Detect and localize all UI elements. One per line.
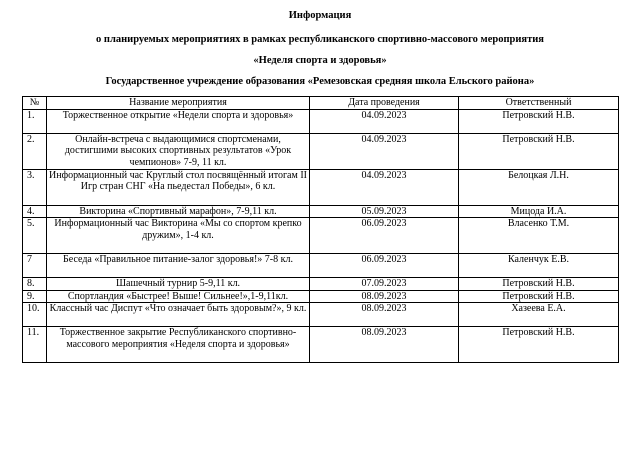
row-number: 10. — [23, 303, 47, 327]
row-responsible: Петровский Н.В. — [459, 290, 619, 303]
row-number: 11. — [23, 327, 47, 363]
row-event-name: Спортландия «Быстрее! Выше! Сильнее!»,1-9,11кл. — [47, 290, 310, 303]
table-row — [23, 278, 619, 291]
row-date: 06.09.2023 — [310, 218, 459, 254]
row-date: 08.09.2023 — [310, 327, 459, 363]
table-row — [23, 205, 619, 218]
row-responsible: Хазеева Е.А. — [459, 303, 619, 327]
table-row — [23, 109, 619, 133]
row-event-name: Классный час Диспут «Что означает быть здоровым?», 9 кл. — [47, 303, 310, 327]
row-number: 2. — [23, 133, 47, 169]
row-date: 08.09.2023 — [310, 290, 459, 303]
row-date: 04.09.2023 — [310, 133, 459, 169]
row-event-name: Торжественное закрытие Республиканского спортивно-массового мероприятия «Неделя спорта и здоровья» — [47, 327, 310, 363]
column-header-responsible: Ответственный — [459, 97, 619, 110]
row-event-name: Шашечный турнир 5-9,11 кл. — [47, 278, 310, 291]
row-event-name: Викторина «Спортивный марафон», 7-9,11 кл. — [47, 205, 310, 218]
table-row — [23, 254, 619, 278]
events-table — [22, 96, 619, 363]
row-event-name: Торжественное открытие «Недели спорта и здоровья» — [47, 109, 310, 133]
row-event-name: Беседа «Правильное питание-залог здоровья!» 7-8 кл. — [47, 254, 310, 278]
row-responsible: Петровский Н.В. — [459, 133, 619, 169]
table-row — [23, 303, 619, 327]
document-title: Информация — [288, 10, 352, 21]
document-subtitle: о планируемых мероприятиях в рамках республиканского спортивно-массового мероприятия — [96, 34, 544, 45]
row-responsible: Петровский Н.В. — [459, 327, 619, 363]
row-responsible: Мицода И.А. — [459, 205, 619, 218]
column-header-date: Дата проведения — [310, 97, 459, 110]
row-number: 3. — [23, 169, 47, 205]
row-event-name: Онлайн-встреча с выдающимися спортсменами, достигшими высоких спортивных результатов «Урок чемпионов» 7-9, 11 кл. — [47, 133, 310, 169]
institution-name: Государственное учреждение образования «Ремезовская средняя школа Ельского района» — [105, 76, 535, 87]
row-responsible: Власенко Т.М. — [459, 218, 619, 254]
row-responsible: Петровский Н.В. — [459, 278, 619, 291]
row-date: 07.09.2023 — [310, 278, 459, 291]
table-row — [23, 218, 619, 254]
table-row — [23, 133, 619, 169]
table-row — [23, 169, 619, 205]
row-date: 05.09.2023 — [310, 205, 459, 218]
row-number: 9. — [23, 290, 47, 303]
row-number: 1. — [23, 109, 47, 133]
row-responsible: Каленчук Е.В. — [459, 254, 619, 278]
row-number: 5. — [23, 218, 47, 254]
row-number: 7 — [23, 254, 47, 278]
column-header-name: Название мероприятия — [47, 97, 310, 110]
row-date: 06.09.2023 — [310, 254, 459, 278]
event-name: «Неделя спорта и здоровья» — [253, 55, 387, 66]
table-row — [23, 327, 619, 363]
table-row — [23, 290, 619, 303]
row-responsible: Петровский Н.В. — [459, 109, 619, 133]
row-number: 8. — [23, 278, 47, 291]
column-header-number: № — [23, 97, 47, 110]
row-event-name: Информационный час Викторина «Мы со спортом крепко дружим», 1-4 кл. — [47, 218, 310, 254]
row-event-name: Информационный час Круглый стол посвящённый итогам II Игр стран СНГ «На пьедестал Победы», 6 кл. — [47, 169, 310, 205]
table-header-row — [23, 97, 619, 110]
row-date: 04.09.2023 — [310, 169, 459, 205]
row-date: 08.09.2023 — [310, 303, 459, 327]
row-date: 04.09.2023 — [310, 109, 459, 133]
row-responsible: Белоцкая Л.Н. — [459, 169, 619, 205]
row-number: 4. — [23, 205, 47, 218]
